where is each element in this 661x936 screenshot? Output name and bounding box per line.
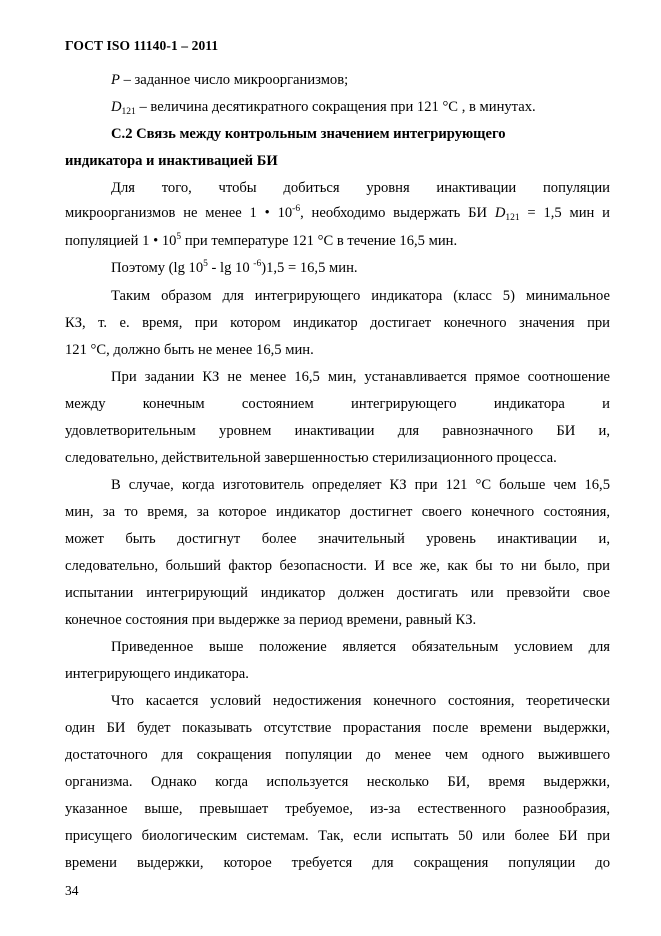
text-line: между конечным состоянием интегрирующего индикатора и bbox=[65, 396, 610, 412]
text-line: При задании КЗ не менее 16,5 мин, устанавливается прямое соотношение bbox=[111, 369, 610, 385]
text-line: мин, за то время, за которое индикатор достигнет своего конечного состояния, bbox=[65, 504, 610, 520]
text-line: испытании интегрирующий индикатор должен достигать или превзойти свое bbox=[65, 585, 610, 601]
text-line: Приведенное выше положение является обязательным условием для bbox=[111, 639, 610, 655]
text-line: микроорганизмов не менее 1 • $10^{-6}$, необходимо выдержать БИ $D_{121} = 1,5$ мин и bbox=[65, 204, 610, 223]
text-line: следовательно, больший фактор безопасности. И все же, как бы то ни было, при bbox=[65, 558, 610, 574]
text-line: В случае, когда изготовитель определяет КЗ при 121 °С больше чем 16,5 bbox=[111, 477, 610, 493]
text-line: интегрирующего индикатора. bbox=[65, 666, 249, 682]
text-line: Таким образом для интегрирующего индикатора (класс 5) минимальное bbox=[111, 288, 610, 304]
text-line: удовлетворительным уровнем инактивации для равнозначного БИ и, bbox=[65, 423, 610, 439]
text-line: популяцией 1 • $10^5$ при температуре 121 °С в течение 16,5 мин. bbox=[65, 232, 458, 249]
text-line: 121 °С, должно быть не менее 16,5 мин. bbox=[65, 342, 314, 358]
page-number: 34 bbox=[65, 883, 79, 898]
text-line: $D_{121}$ – величина десятикратного сокращения при 121 °С , в минутах. bbox=[111, 99, 536, 117]
text-line: конечное состояния при выдержке за период времени, равный КЗ. bbox=[65, 612, 477, 628]
text-line: указанное выше, превышает требуемое, из-за естественного разнообразия, bbox=[65, 801, 610, 817]
text-line: один БИ будет показывать отсутствие прорастания после времени выдержки, bbox=[65, 720, 610, 736]
section-heading: индикатора и инактивацией БИ bbox=[65, 153, 278, 169]
text-line: Поэтому (lg $10^5$ - lg 10 $^{-6}$)1,5 = 16,5 мин. bbox=[111, 259, 358, 276]
text-line: достаточного для сокращения популяции до менее чем одного выжившего bbox=[65, 747, 610, 763]
text-line: времени выдержки, которое требуется для сокращения популяции до bbox=[65, 855, 610, 871]
text-line: Что касается условий недостижения конечного состояния, теоретически bbox=[111, 693, 610, 709]
text-line: следовательно, действительной завершенностью стерилизационного процесса. bbox=[65, 450, 557, 466]
section-heading: С.2 Связь между контрольным значением интегрирующего bbox=[111, 126, 506, 142]
text-line: организма. Однако когда используется несколько БИ, время выдержки, bbox=[65, 774, 610, 790]
text-line: Для того, чтобы добиться уровня инактивации популяции bbox=[111, 180, 610, 196]
text-line: КЗ, т. е. время, при котором индикатор достигает конечного значения при bbox=[65, 315, 610, 331]
text-line: присущего биологическим системам. Так, если испытать 50 или более БИ при bbox=[65, 828, 610, 844]
text-line: может быть достигнут более значительный уровень инактивации и, bbox=[65, 531, 610, 547]
text-line: P – заданное число микроорганизмов; bbox=[111, 72, 349, 88]
document-header: ГОСТ ISO 11140-1 – 2011 bbox=[65, 38, 219, 53]
